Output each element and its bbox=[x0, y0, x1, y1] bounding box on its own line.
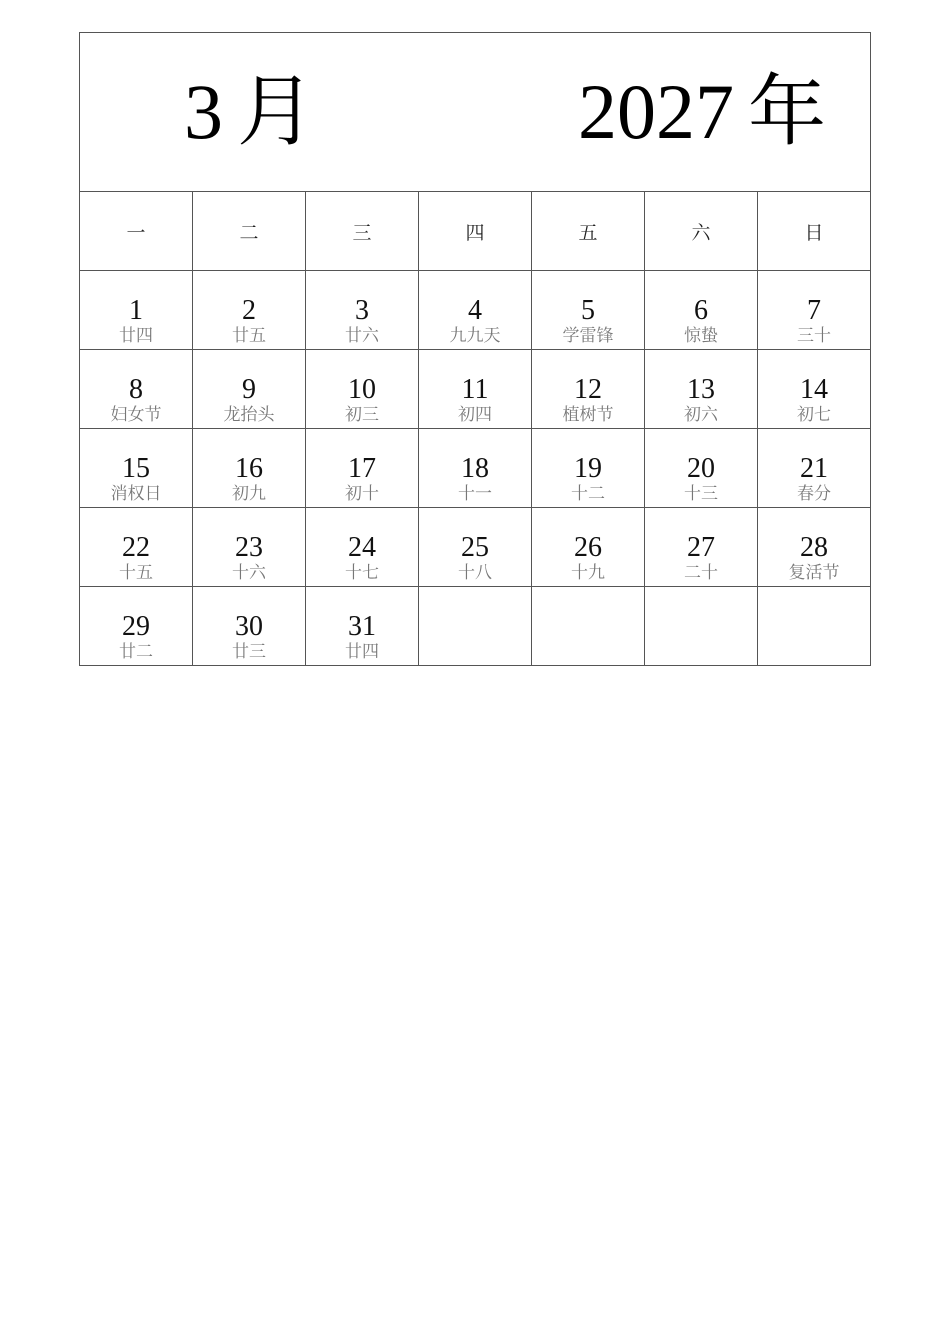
day-number: 15 bbox=[122, 453, 150, 484]
calendar-header bbox=[80, 33, 871, 192]
lunar-date-label: 植树节 bbox=[562, 405, 614, 425]
day-cell bbox=[532, 350, 645, 429]
day-cell bbox=[193, 587, 306, 666]
week-row bbox=[80, 587, 871, 666]
lunar-date-label: 初九 bbox=[232, 484, 266, 504]
day-cell bbox=[419, 271, 532, 350]
lunar-date-label: 惊蛰 bbox=[684, 326, 718, 346]
lunar-date-label: 廿二 bbox=[119, 642, 153, 662]
day-number: 10 bbox=[348, 374, 376, 405]
day-cell bbox=[306, 587, 419, 666]
day-cell bbox=[306, 429, 419, 508]
day-number: 8 bbox=[129, 374, 143, 405]
day-cell bbox=[645, 271, 758, 350]
month-unit: 月 bbox=[237, 67, 316, 157]
day-number: 20 bbox=[687, 453, 715, 484]
weekday-header: 六 bbox=[645, 192, 758, 271]
day-cell bbox=[645, 350, 758, 429]
day-number: 26 bbox=[574, 532, 602, 563]
day-cell bbox=[306, 350, 419, 429]
day-cell bbox=[532, 508, 645, 587]
day-number: 27 bbox=[687, 532, 715, 563]
day-number: 4 bbox=[468, 295, 482, 326]
day-number: 6 bbox=[694, 295, 708, 326]
day-cell bbox=[532, 271, 645, 350]
day-cell bbox=[758, 350, 871, 429]
day-cell bbox=[419, 429, 532, 508]
weekday-header: 五 bbox=[532, 192, 645, 271]
lunar-date-label: 初十 bbox=[345, 484, 379, 504]
empty-day-cell bbox=[419, 587, 532, 666]
day-number: 17 bbox=[348, 453, 376, 484]
day-number: 30 bbox=[235, 611, 263, 642]
lunar-date-label: 十二 bbox=[571, 484, 605, 504]
day-cell bbox=[758, 271, 871, 350]
month-title bbox=[184, 67, 315, 157]
day-number: 18 bbox=[461, 453, 489, 484]
lunar-date-label: 龙抬头 bbox=[223, 405, 275, 425]
week-row bbox=[80, 271, 871, 350]
lunar-date-label: 十九 bbox=[571, 563, 605, 583]
lunar-date-label: 十五 bbox=[119, 563, 153, 583]
day-number: 2 bbox=[242, 295, 256, 326]
day-number: 21 bbox=[800, 453, 828, 484]
lunar-date-label: 春分 bbox=[797, 484, 831, 504]
empty-day-cell bbox=[758, 587, 871, 666]
day-cell bbox=[645, 508, 758, 587]
empty-day-cell bbox=[645, 587, 758, 666]
lunar-date-label: 廿六 bbox=[345, 326, 379, 346]
lunar-date-label: 三十 bbox=[797, 326, 831, 346]
weekday-header: 日 bbox=[758, 192, 871, 271]
lunar-date-label: 十三 bbox=[684, 484, 718, 504]
lunar-date-label: 妇女节 bbox=[110, 405, 162, 425]
day-cell bbox=[80, 587, 193, 666]
weekday-header: 四 bbox=[419, 192, 532, 271]
day-number: 1 bbox=[129, 295, 143, 326]
weekday-header: 三 bbox=[306, 192, 419, 271]
day-cell bbox=[193, 429, 306, 508]
year-unit: 年 bbox=[747, 67, 826, 157]
lunar-date-label: 九九天 bbox=[449, 326, 501, 346]
day-cell bbox=[419, 350, 532, 429]
day-cell bbox=[193, 271, 306, 350]
day-cell bbox=[306, 271, 419, 350]
day-number: 7 bbox=[807, 295, 821, 326]
lunar-date-label: 学雷锋 bbox=[562, 326, 614, 346]
day-cell bbox=[758, 508, 871, 587]
lunar-date-label: 十六 bbox=[232, 563, 266, 583]
weekday-header: 二 bbox=[193, 192, 306, 271]
weekday-header: 一 bbox=[80, 192, 193, 271]
day-cell bbox=[758, 429, 871, 508]
day-number: 29 bbox=[122, 611, 150, 642]
lunar-date-label: 十一 bbox=[458, 484, 492, 504]
calendar-weeks bbox=[80, 271, 871, 666]
day-cell bbox=[80, 350, 193, 429]
weekday-header-row bbox=[80, 192, 871, 271]
week-row bbox=[80, 429, 871, 508]
lunar-date-label: 复活节 bbox=[788, 563, 840, 583]
lunar-date-label: 初七 bbox=[797, 405, 831, 425]
day-number: 28 bbox=[800, 532, 828, 563]
day-number: 3 bbox=[355, 295, 369, 326]
day-cell bbox=[80, 271, 193, 350]
day-number: 23 bbox=[235, 532, 263, 563]
lunar-date-label: 廿三 bbox=[232, 642, 266, 662]
day-cell bbox=[80, 508, 193, 587]
lunar-date-label: 初三 bbox=[345, 405, 379, 425]
day-number: 19 bbox=[574, 453, 602, 484]
day-cell bbox=[193, 350, 306, 429]
day-cell bbox=[645, 429, 758, 508]
week-row bbox=[80, 508, 871, 587]
day-number: 11 bbox=[461, 374, 489, 405]
week-row bbox=[80, 350, 871, 429]
empty-day-cell bbox=[532, 587, 645, 666]
day-number: 24 bbox=[348, 532, 376, 563]
year-number: 2027 bbox=[577, 68, 734, 155]
lunar-date-label: 十八 bbox=[458, 563, 492, 583]
day-number: 12 bbox=[574, 374, 602, 405]
lunar-date-label: 十七 bbox=[345, 563, 379, 583]
lunar-date-label: 消权日 bbox=[110, 484, 162, 504]
day-number: 14 bbox=[800, 374, 828, 405]
calendar-table bbox=[79, 32, 871, 666]
day-cell bbox=[419, 508, 532, 587]
day-number: 5 bbox=[581, 295, 595, 326]
day-cell bbox=[532, 429, 645, 508]
lunar-date-label: 廿四 bbox=[345, 642, 379, 662]
lunar-date-label: 廿五 bbox=[232, 326, 266, 346]
month-number: 3 bbox=[184, 68, 223, 155]
day-number: 25 bbox=[461, 532, 489, 563]
day-cell bbox=[306, 508, 419, 587]
day-number: 31 bbox=[348, 611, 376, 642]
day-cell bbox=[193, 508, 306, 587]
day-number: 22 bbox=[122, 532, 150, 563]
lunar-date-label: 廿四 bbox=[119, 326, 153, 346]
calendar-header-row bbox=[80, 33, 871, 192]
lunar-date-label: 初六 bbox=[684, 405, 718, 425]
year-title bbox=[578, 67, 826, 157]
day-cell bbox=[80, 429, 193, 508]
lunar-date-label: 初四 bbox=[458, 405, 492, 425]
day-number: 9 bbox=[242, 374, 256, 405]
day-number: 13 bbox=[687, 374, 715, 405]
lunar-date-label: 二十 bbox=[684, 563, 718, 583]
day-number: 16 bbox=[235, 453, 263, 484]
